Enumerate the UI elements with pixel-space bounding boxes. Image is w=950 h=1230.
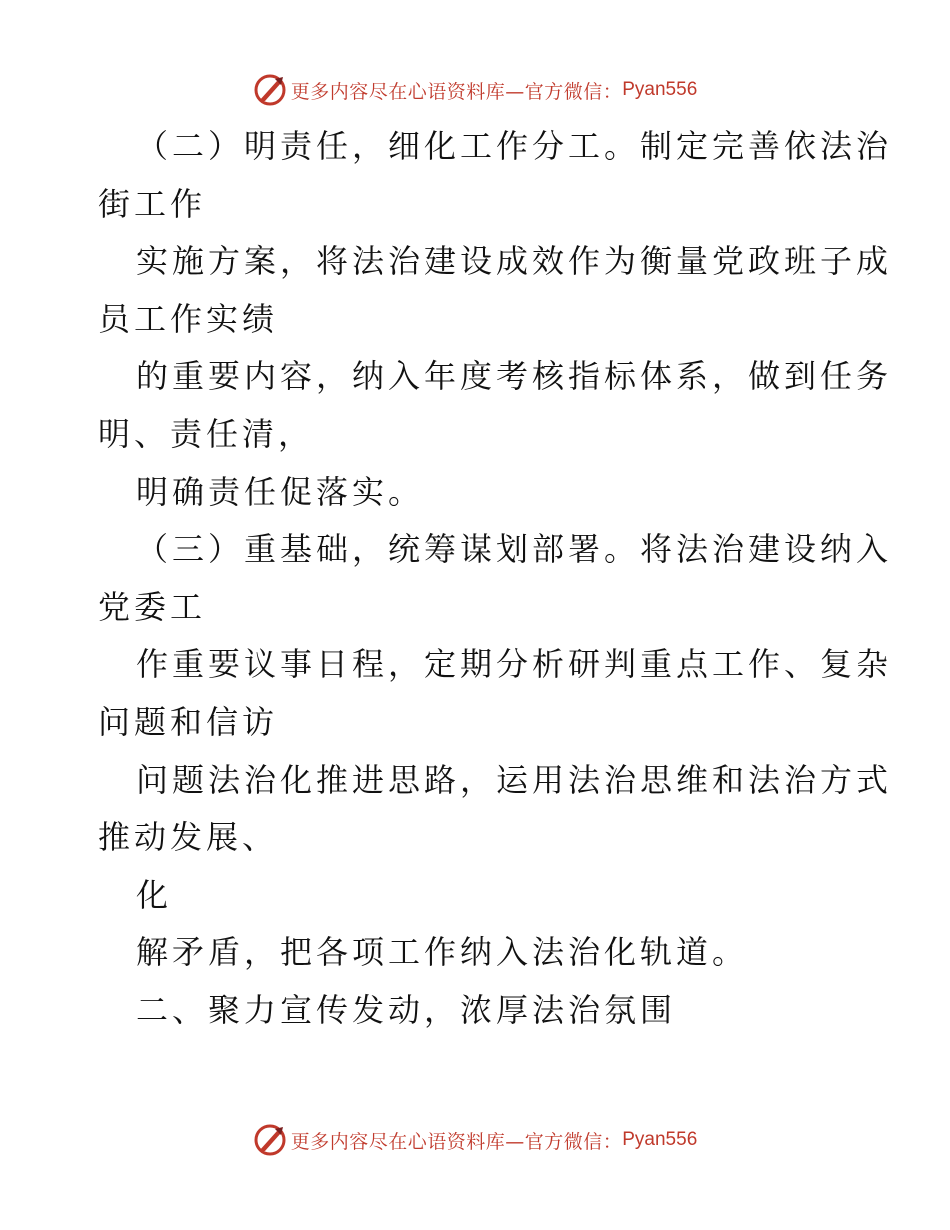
body-line: 明确责任促落实。 bbox=[136, 472, 425, 511]
quill-seal-logo-icon bbox=[253, 1123, 287, 1157]
body-line: 化 bbox=[136, 875, 173, 914]
body-line: 员工作实绩 bbox=[98, 299, 279, 338]
body-line: 推动发展、 bbox=[98, 818, 279, 857]
body-line: 问题和信访 bbox=[98, 702, 279, 741]
body-line: 明、责任清， bbox=[98, 414, 315, 453]
body-line: 党委工 bbox=[98, 587, 207, 626]
quill-seal-logo-icon bbox=[253, 73, 287, 107]
body-line: 街工作 bbox=[98, 184, 207, 223]
footer-banner-wechat-id: Pyan556 bbox=[622, 1129, 698, 1150]
body-line: 的重要内容，纳入年度考核指标体系，做到任务 bbox=[136, 357, 893, 396]
body-line: （二）明责任，细化工作分工。制定完善依法治 bbox=[136, 127, 893, 165]
header-banner-text: 更多内容尽在心语资料库—官方微信： bbox=[290, 80, 623, 103]
body-line: 实施方案，将法治建设成效作为衡量党政班子成 bbox=[136, 242, 893, 281]
header-banner-wechat-id: Pyan556 bbox=[622, 79, 698, 100]
body-line: 作重要议事日程，定期分析研判重点工作、复杂 bbox=[136, 645, 893, 684]
body-line: 问题法治化推进思路，运用法治思维和法治方式 bbox=[136, 760, 893, 799]
header-watermark-banner bbox=[0, 70, 950, 110]
document-body bbox=[98, 118, 893, 1040]
section-heading: 二、聚力宣传发动，浓厚法治氛围 bbox=[136, 990, 677, 1029]
footer-banner-text: 更多内容尽在心语资料库—官方微信： bbox=[290, 1130, 623, 1153]
body-line: （三）重基础，统筹谋划部署。将法治建设纳入 bbox=[136, 530, 893, 569]
body-line: 解矛盾，把各项工作纳入法治化轨道。 bbox=[136, 933, 749, 972]
footer-watermark-banner bbox=[0, 1120, 950, 1160]
